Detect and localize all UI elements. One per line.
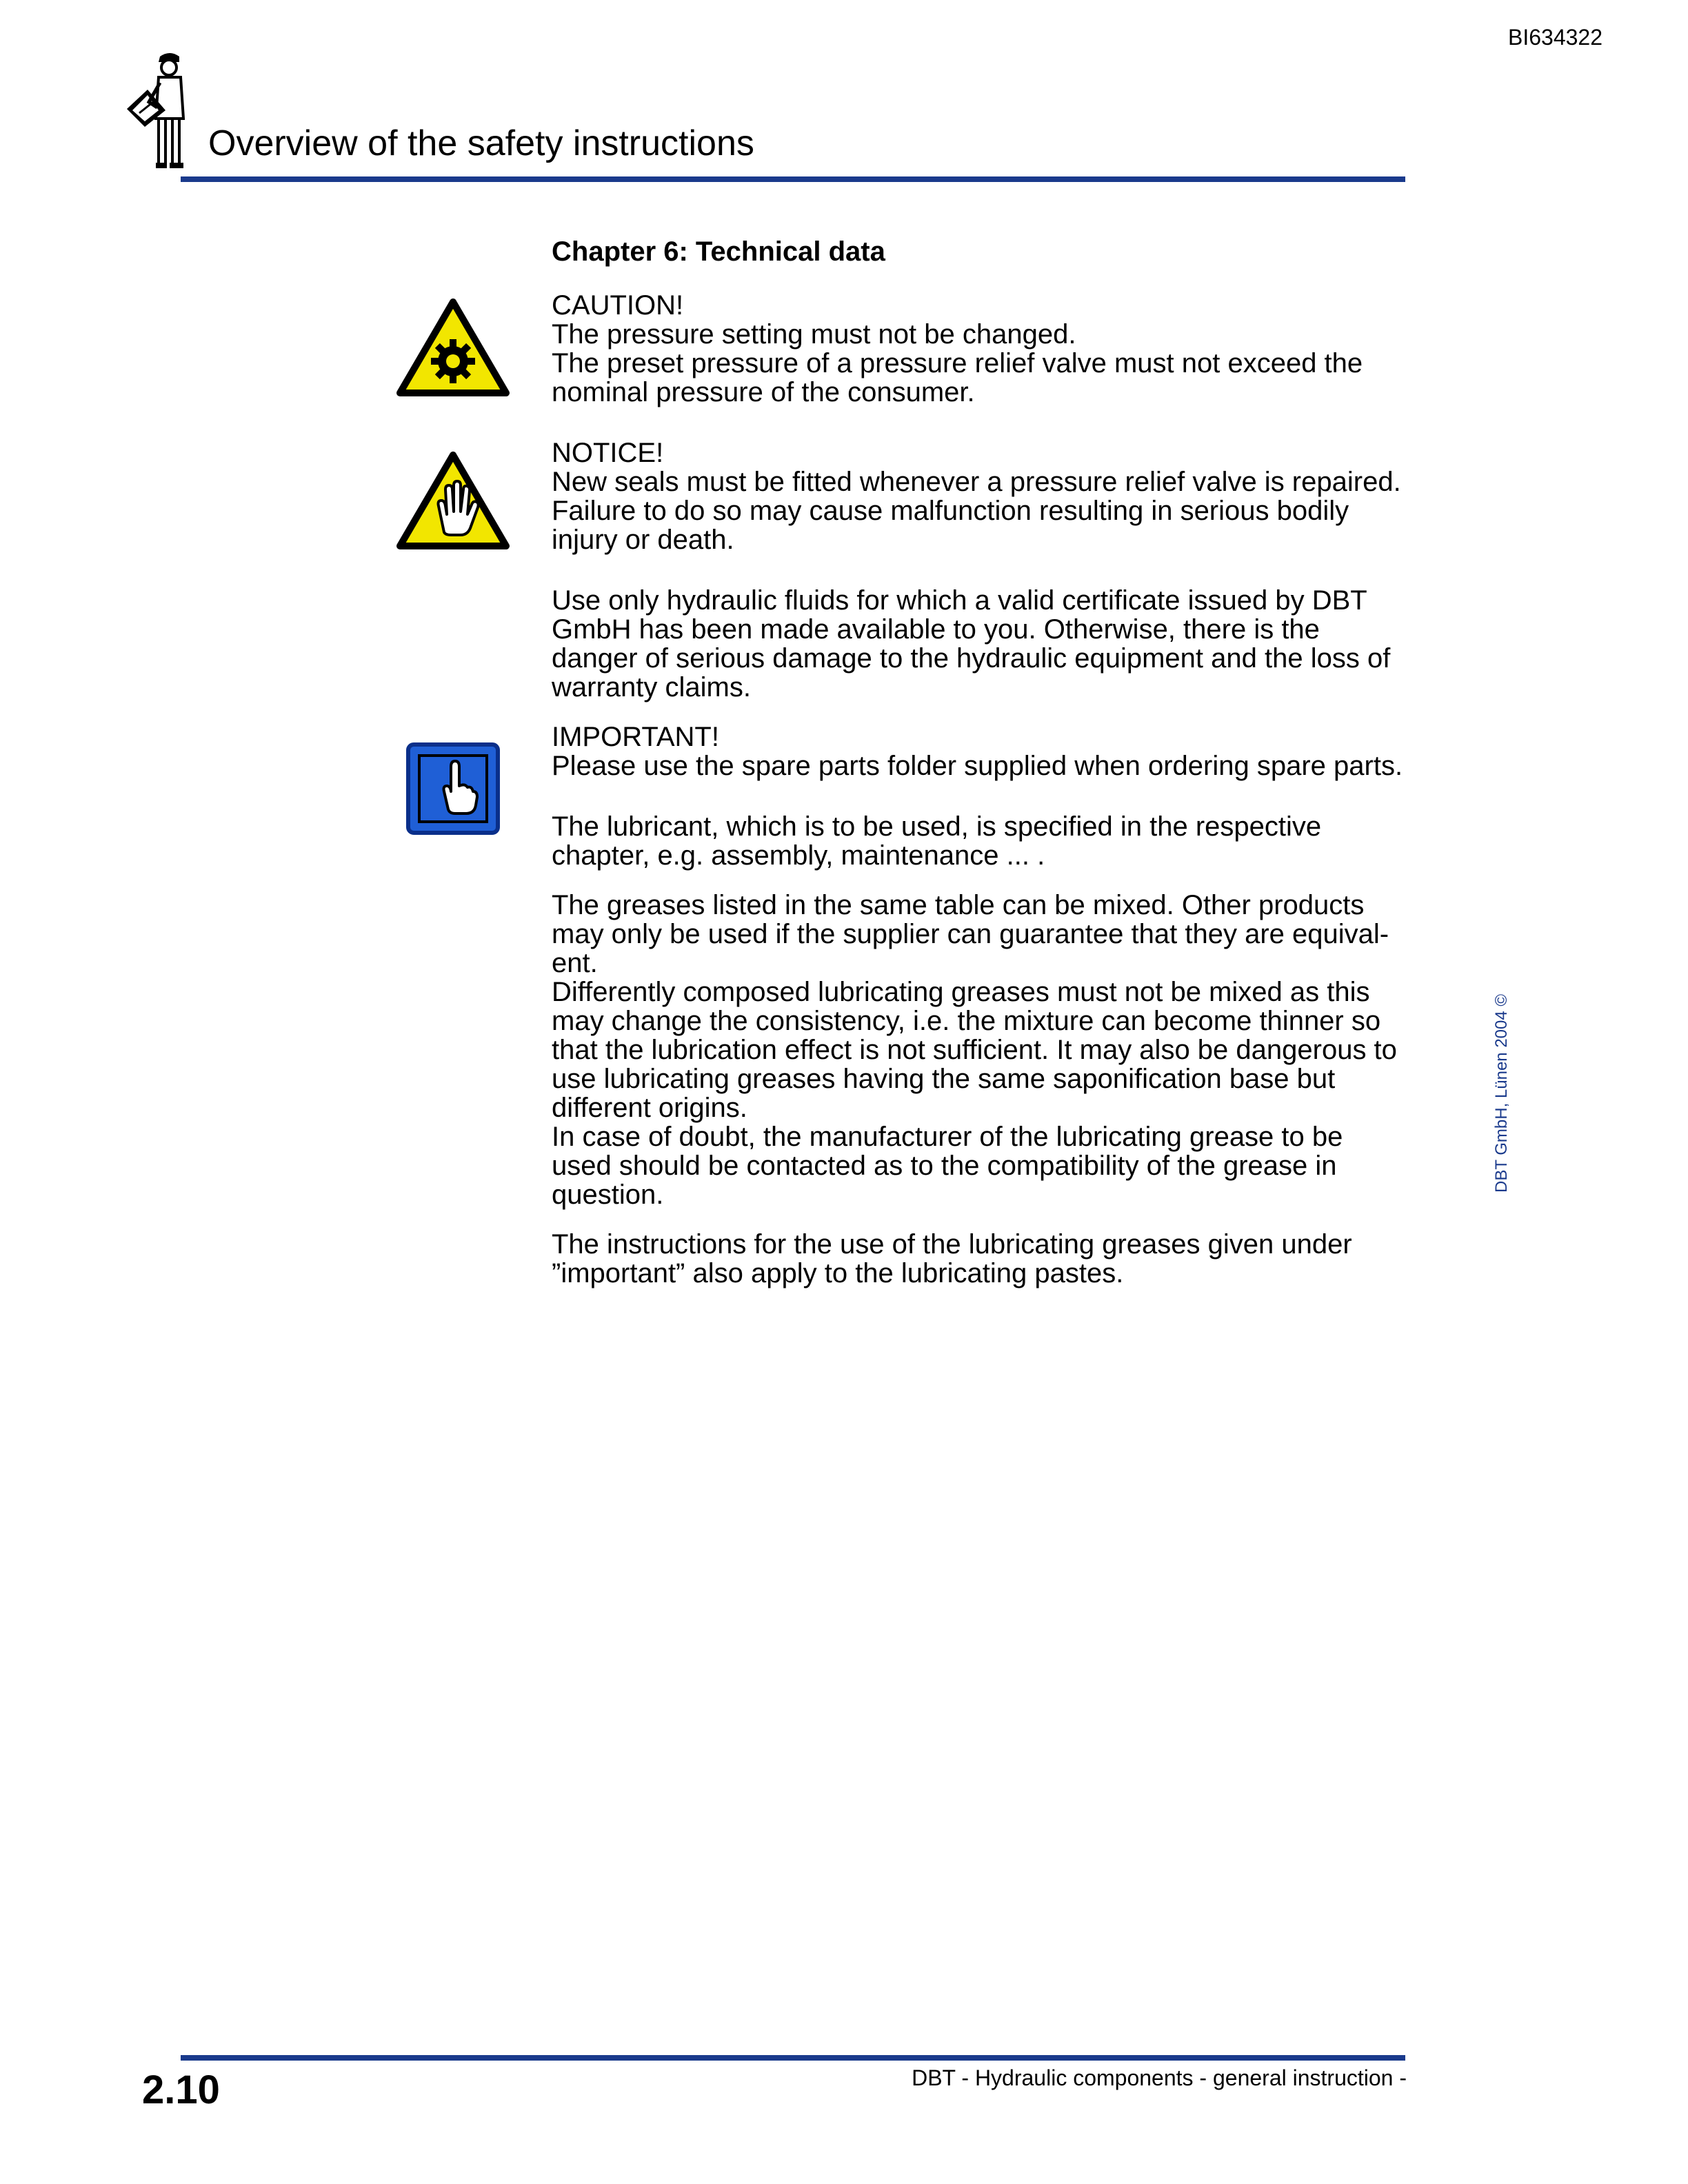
pointing-finger-icon	[405, 742, 501, 836]
greases-paragraph-2: Differently composed lubricating greases must not be mixed as this may change the consistency, i.e. the mixture can become thinner so that the lubrication effect is not sufficient. It may also be dangerous to use lubricating greases having the same saponification base but different origins.	[552, 977, 1397, 1123]
document-id: BI634322	[1507, 25, 1602, 50]
footer-rule	[181, 2055, 1405, 2061]
pastes-block	[552, 1230, 1407, 1288]
footer-text: DBT - Hydraulic components - general instruction -	[912, 2065, 1407, 2090]
lubricant-block	[552, 812, 1407, 870]
page-number: 2.10	[142, 2067, 220, 2112]
greases-paragraph-3: In case of doubt, the manufacturer of the lubricating grease to be used should be contacted as to the compatibility of the grease in question.	[552, 1122, 1343, 1210]
important-block	[552, 722, 1407, 780]
hydraulic-fluids-text: Use only hydraulic fluids for which a valid certificate issued by DBT GmbH has been made available to you. Otherwise, there is the danger of serious damage to the hydraulic equipment and the loss of warranty claims.	[552, 585, 1391, 702]
gear-warning-icon	[396, 298, 510, 398]
notice-block	[552, 438, 1407, 554]
chapter-heading: Chapter 6: Technical data	[552, 236, 885, 267]
important-label: IMPORTANT!	[552, 722, 719, 752]
worker-reading-icon	[124, 50, 200, 172]
caution-label: CAUTION!	[552, 290, 684, 321]
notice-text: New seals must be fitted whenever a pressure relief valve is repaired. Failure to do so may cause malfunction resulting in serious bodily injury or death.	[552, 467, 1401, 555]
greases-block	[552, 891, 1407, 1209]
notice-label: NOTICE!	[552, 438, 664, 468]
lubricant-text: The lubricant, which is to be used, is specified in the respective chapter, e.g. assembly, maintenance ... .	[552, 811, 1322, 871]
content-column	[552, 237, 1407, 1320]
hydraulic-fluids-block	[552, 586, 1407, 702]
header-rule	[181, 176, 1405, 182]
hand-warning-icon	[396, 451, 510, 552]
copyright-text: DBT GmbH, Lünen 2004 ©	[1492, 993, 1511, 1193]
greases-paragraph-1: The greases listed in the same table can be mixed. Other products may only be used if the supplier can guarantee that they are equival-ent.	[552, 890, 1389, 978]
important-text: Please use the spare parts folder supplied when ordering spare parts.	[552, 751, 1403, 781]
caution-line-2: The preset pressure of a pressure relief valve must not exceed the nominal pressure of the consumer.	[552, 348, 1363, 407]
caution-block	[552, 291, 1407, 407]
page-title: Overview of the safety instructions	[208, 123, 754, 163]
pastes-text: The instructions for the use of the lubricating greases given under ”important” also apply to the lubricating pastes.	[552, 1229, 1352, 1288]
caution-line-1: The pressure setting must not be changed.	[552, 319, 1076, 350]
